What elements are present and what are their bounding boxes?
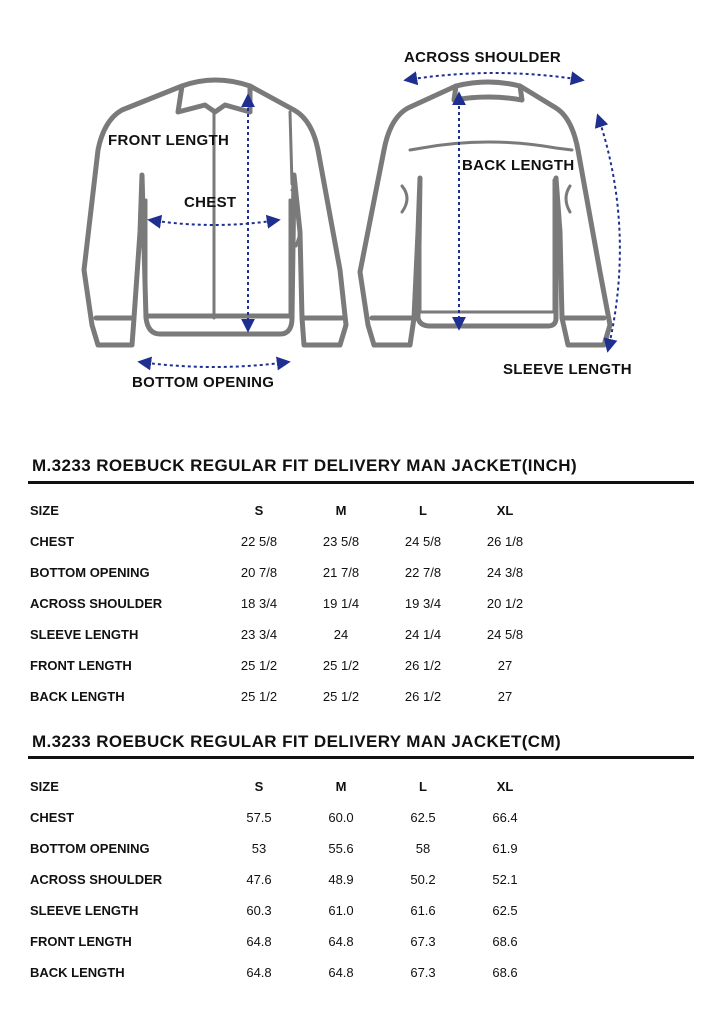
table-row bbox=[0, 588, 546, 619]
table-row bbox=[0, 526, 546, 557]
measurement-arrows bbox=[140, 73, 620, 367]
measurement-diagram bbox=[0, 0, 723, 410]
size-m-header: M bbox=[335, 503, 347, 518]
table-row bbox=[0, 926, 546, 957]
cell-value: 61.0 bbox=[328, 903, 354, 918]
cell-value: 67.3 bbox=[410, 934, 436, 949]
cell-value: 25 1/2 bbox=[322, 689, 360, 704]
cell-value: 62.5 bbox=[492, 903, 518, 918]
jacket-front-illustration bbox=[84, 80, 346, 345]
front-length-label: FRONT LENGTH bbox=[108, 132, 230, 149]
cell-value: 19 3/4 bbox=[404, 596, 442, 611]
cell-value: 48.9 bbox=[328, 872, 354, 887]
cm-table bbox=[0, 771, 546, 988]
cell-value: 24 5/8 bbox=[486, 627, 524, 642]
table-row bbox=[0, 681, 546, 712]
cell-value: 26 1/8 bbox=[486, 534, 524, 549]
cell-value: 61.9 bbox=[492, 841, 518, 856]
bottom-opening-label: BOTTOM OPENING bbox=[132, 374, 275, 391]
cell-value: 64.8 bbox=[246, 934, 272, 949]
cell-value: 64.8 bbox=[328, 934, 354, 949]
cell-value: 60.0 bbox=[328, 810, 354, 825]
size-header: SIZE bbox=[30, 779, 59, 794]
size-l-header: L bbox=[419, 503, 427, 518]
cell-value: 20 7/8 bbox=[240, 565, 278, 580]
cell-value: 24 3/8 bbox=[486, 565, 524, 580]
cell-value: 66.4 bbox=[492, 810, 518, 825]
cell-value: 68.6 bbox=[492, 934, 518, 949]
row-label: BOTTOM OPENING bbox=[30, 565, 150, 580]
cell-value: 22 5/8 bbox=[240, 534, 278, 549]
cell-value: 60.3 bbox=[246, 903, 272, 918]
cell-value: 24 bbox=[333, 627, 349, 642]
cell-value: 55.6 bbox=[328, 841, 354, 856]
cell-value: 22 7/8 bbox=[404, 565, 442, 580]
row-label: ACROSS SHOULDER bbox=[30, 596, 163, 611]
cell-value: 20 1/2 bbox=[486, 596, 524, 611]
across-shoulder-arrow bbox=[406, 73, 582, 80]
jacket-back-illustration bbox=[360, 82, 610, 345]
size-xl-header: XL bbox=[496, 779, 514, 794]
row-label: CHEST bbox=[30, 534, 75, 549]
bottom-opening-arrow bbox=[140, 362, 288, 367]
table-row bbox=[0, 557, 546, 588]
row-label: BACK LENGTH bbox=[30, 689, 125, 704]
sleeve-length-label: SLEEVE LENGTH bbox=[503, 361, 632, 378]
across-shoulder-label: ACROSS SHOULDER bbox=[404, 49, 562, 66]
table-row bbox=[0, 619, 546, 650]
cell-value: 24 1/4 bbox=[404, 627, 442, 642]
size-s-header: S bbox=[254, 503, 264, 518]
cell-value: 21 7/8 bbox=[322, 565, 360, 580]
cell-value: 26 1/2 bbox=[404, 689, 442, 704]
cell-value: 68.6 bbox=[492, 965, 518, 980]
cell-value: 26 1/2 bbox=[404, 658, 442, 673]
row-label: CHEST bbox=[30, 810, 75, 825]
cell-value: 50.2 bbox=[410, 872, 436, 887]
cell-value: 23 3/4 bbox=[240, 627, 278, 642]
cm-table-title: M.3233 ROEBUCK REGULAR FIT DELIVERY MAN JACKET(CM) bbox=[32, 732, 562, 751]
table-row bbox=[0, 833, 546, 864]
table-row bbox=[0, 802, 546, 833]
size-s-header: S bbox=[254, 779, 264, 794]
table-row bbox=[0, 650, 546, 681]
table-header-row bbox=[0, 495, 546, 526]
inch-table bbox=[0, 495, 546, 712]
row-label: SLEEVE LENGTH bbox=[30, 903, 139, 918]
row-label: SLEEVE LENGTH bbox=[30, 627, 139, 642]
cell-value: 27 bbox=[497, 658, 513, 673]
cell-value: 25 1/2 bbox=[240, 658, 278, 673]
inch-table-title: M.3233 ROEBUCK REGULAR FIT DELIVERY MAN JACKET(INCH) bbox=[32, 456, 578, 475]
table-row bbox=[0, 864, 546, 895]
row-label: BOTTOM OPENING bbox=[30, 841, 150, 856]
row-label: ACROSS SHOULDER bbox=[30, 872, 163, 887]
back-length-label: BACK LENGTH bbox=[462, 157, 575, 174]
cell-value: 19 1/4 bbox=[322, 596, 360, 611]
cell-value: 61.6 bbox=[410, 903, 436, 918]
cell-value: 24 5/8 bbox=[404, 534, 442, 549]
chest-label: CHEST bbox=[184, 194, 237, 211]
inch-title-rule bbox=[28, 481, 694, 484]
cell-value: 53 bbox=[251, 841, 267, 856]
row-label: FRONT LENGTH bbox=[30, 934, 132, 949]
row-label: BACK LENGTH bbox=[30, 965, 125, 980]
cell-value: 62.5 bbox=[410, 810, 436, 825]
cell-value: 67.3 bbox=[410, 965, 436, 980]
size-m-header: M bbox=[335, 779, 347, 794]
size-header: SIZE bbox=[30, 503, 59, 518]
table-row bbox=[0, 957, 546, 988]
cell-value: 23 5/8 bbox=[322, 534, 360, 549]
size-l-header: L bbox=[419, 779, 427, 794]
cell-value: 57.5 bbox=[246, 810, 272, 825]
size-xl-header: XL bbox=[496, 503, 514, 518]
cell-value: 58 bbox=[415, 841, 431, 856]
cm-title-rule bbox=[28, 756, 694, 759]
cell-value: 25 1/2 bbox=[322, 658, 360, 673]
cell-value: 47.6 bbox=[246, 872, 272, 887]
table-row bbox=[0, 895, 546, 926]
row-label: FRONT LENGTH bbox=[30, 658, 132, 673]
cell-value: 25 1/2 bbox=[240, 689, 278, 704]
cell-value: 18 3/4 bbox=[240, 596, 278, 611]
cell-value: 64.8 bbox=[328, 965, 354, 980]
cell-value: 52.1 bbox=[492, 872, 518, 887]
table-header-row bbox=[0, 771, 546, 802]
cell-value: 64.8 bbox=[246, 965, 272, 980]
cell-value: 27 bbox=[497, 689, 513, 704]
